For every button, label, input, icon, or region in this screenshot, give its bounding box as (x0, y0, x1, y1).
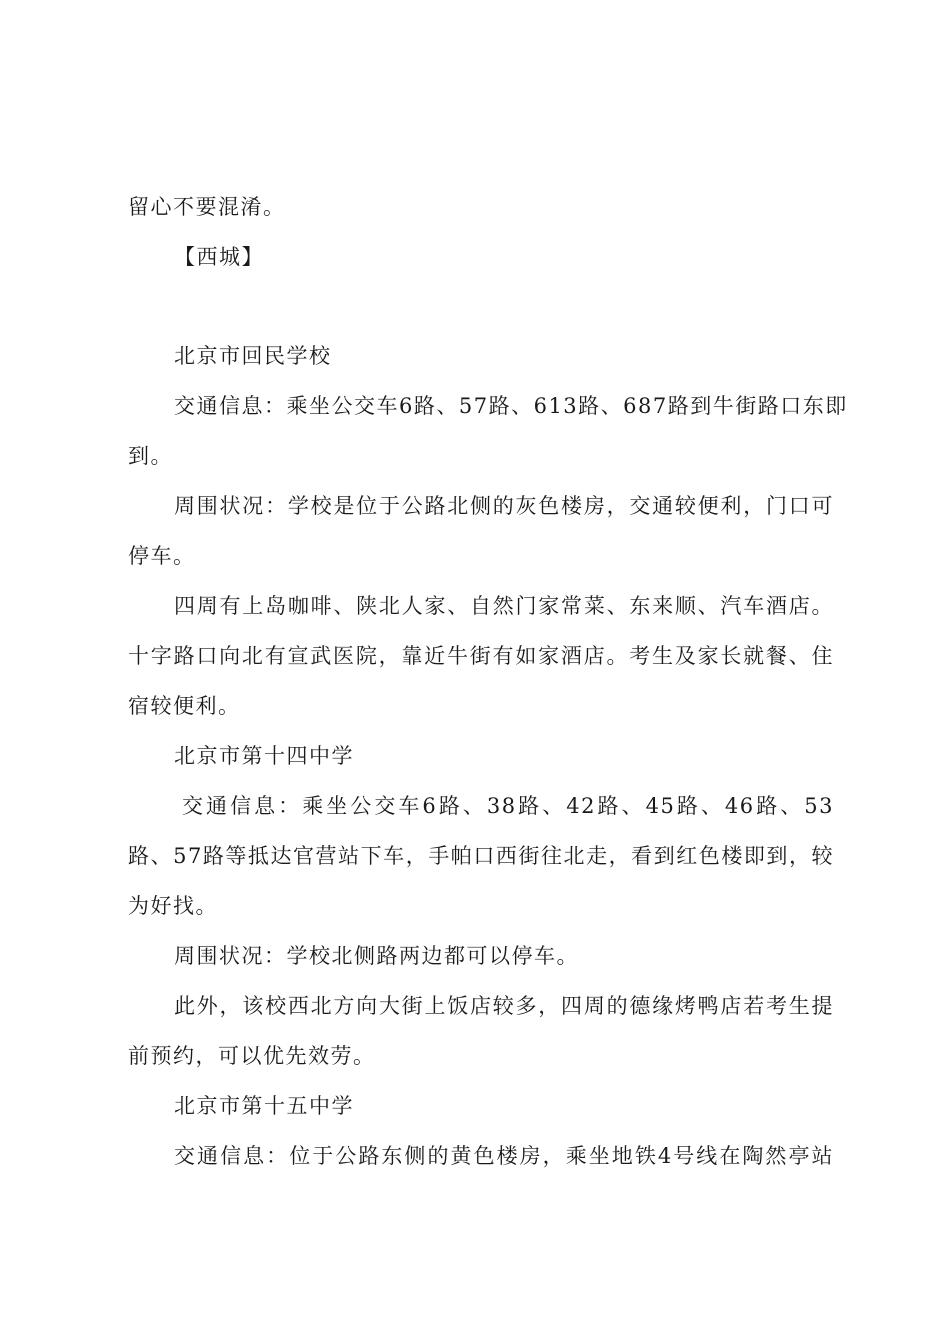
paragraph-line: 到。 (128, 444, 173, 468)
paragraph-line: 十字路口向北有宣武医院，靠近牛街有如家酒店。考生及家长就餐、住 (128, 644, 834, 668)
paragraph-line: 交通信息：乘坐公交车6路、38路、42路、45路、46路、53 (182, 794, 834, 818)
paragraph-line: 前预约，可以优先效劳。 (128, 1044, 376, 1068)
paragraph-line: 为好找。 (128, 894, 218, 918)
section-heading-xicheng: 【西城】 (174, 245, 264, 269)
paragraph-line: 四周有上岛咖啡、陕北人家、自然门家常菜、东来顺、汽车酒店。 (174, 594, 834, 618)
paragraph-line: 交通信息：乘坐公交车6路、57路、613路、687路到牛街路口东即 (174, 394, 848, 418)
paragraph-line: 周围状况：学校是位于公路北侧的灰色楼房，交通较便利，门口可 (174, 494, 834, 518)
paragraph-line: 交通信息：位于公路东侧的黄色楼房，乘坐地铁4号线在陶然亭站 (174, 1144, 834, 1168)
paragraph-line: 宿较便利。 (128, 694, 241, 718)
paragraph-line: 此外，该校西北方向大街上饭店较多，四周的德缘烤鸭店若考生提 (174, 994, 834, 1018)
paragraph-line: 路、57路等抵达官营站下车，手帕口西街往北走，看到红色楼即到，较 (128, 844, 834, 868)
paragraph-line: 周围状况：学校北侧路两边都可以停车。 (174, 944, 579, 968)
school-name-no15: 北京市第十五中学 (174, 1094, 354, 1118)
paragraph-line: 留心不要混淆。 (128, 195, 286, 219)
school-name-no14: 北京市第十四中学 (174, 744, 354, 768)
school-name-huimin: 北京市回民学校 (174, 344, 332, 368)
paragraph-line: 停车。 (128, 544, 196, 568)
